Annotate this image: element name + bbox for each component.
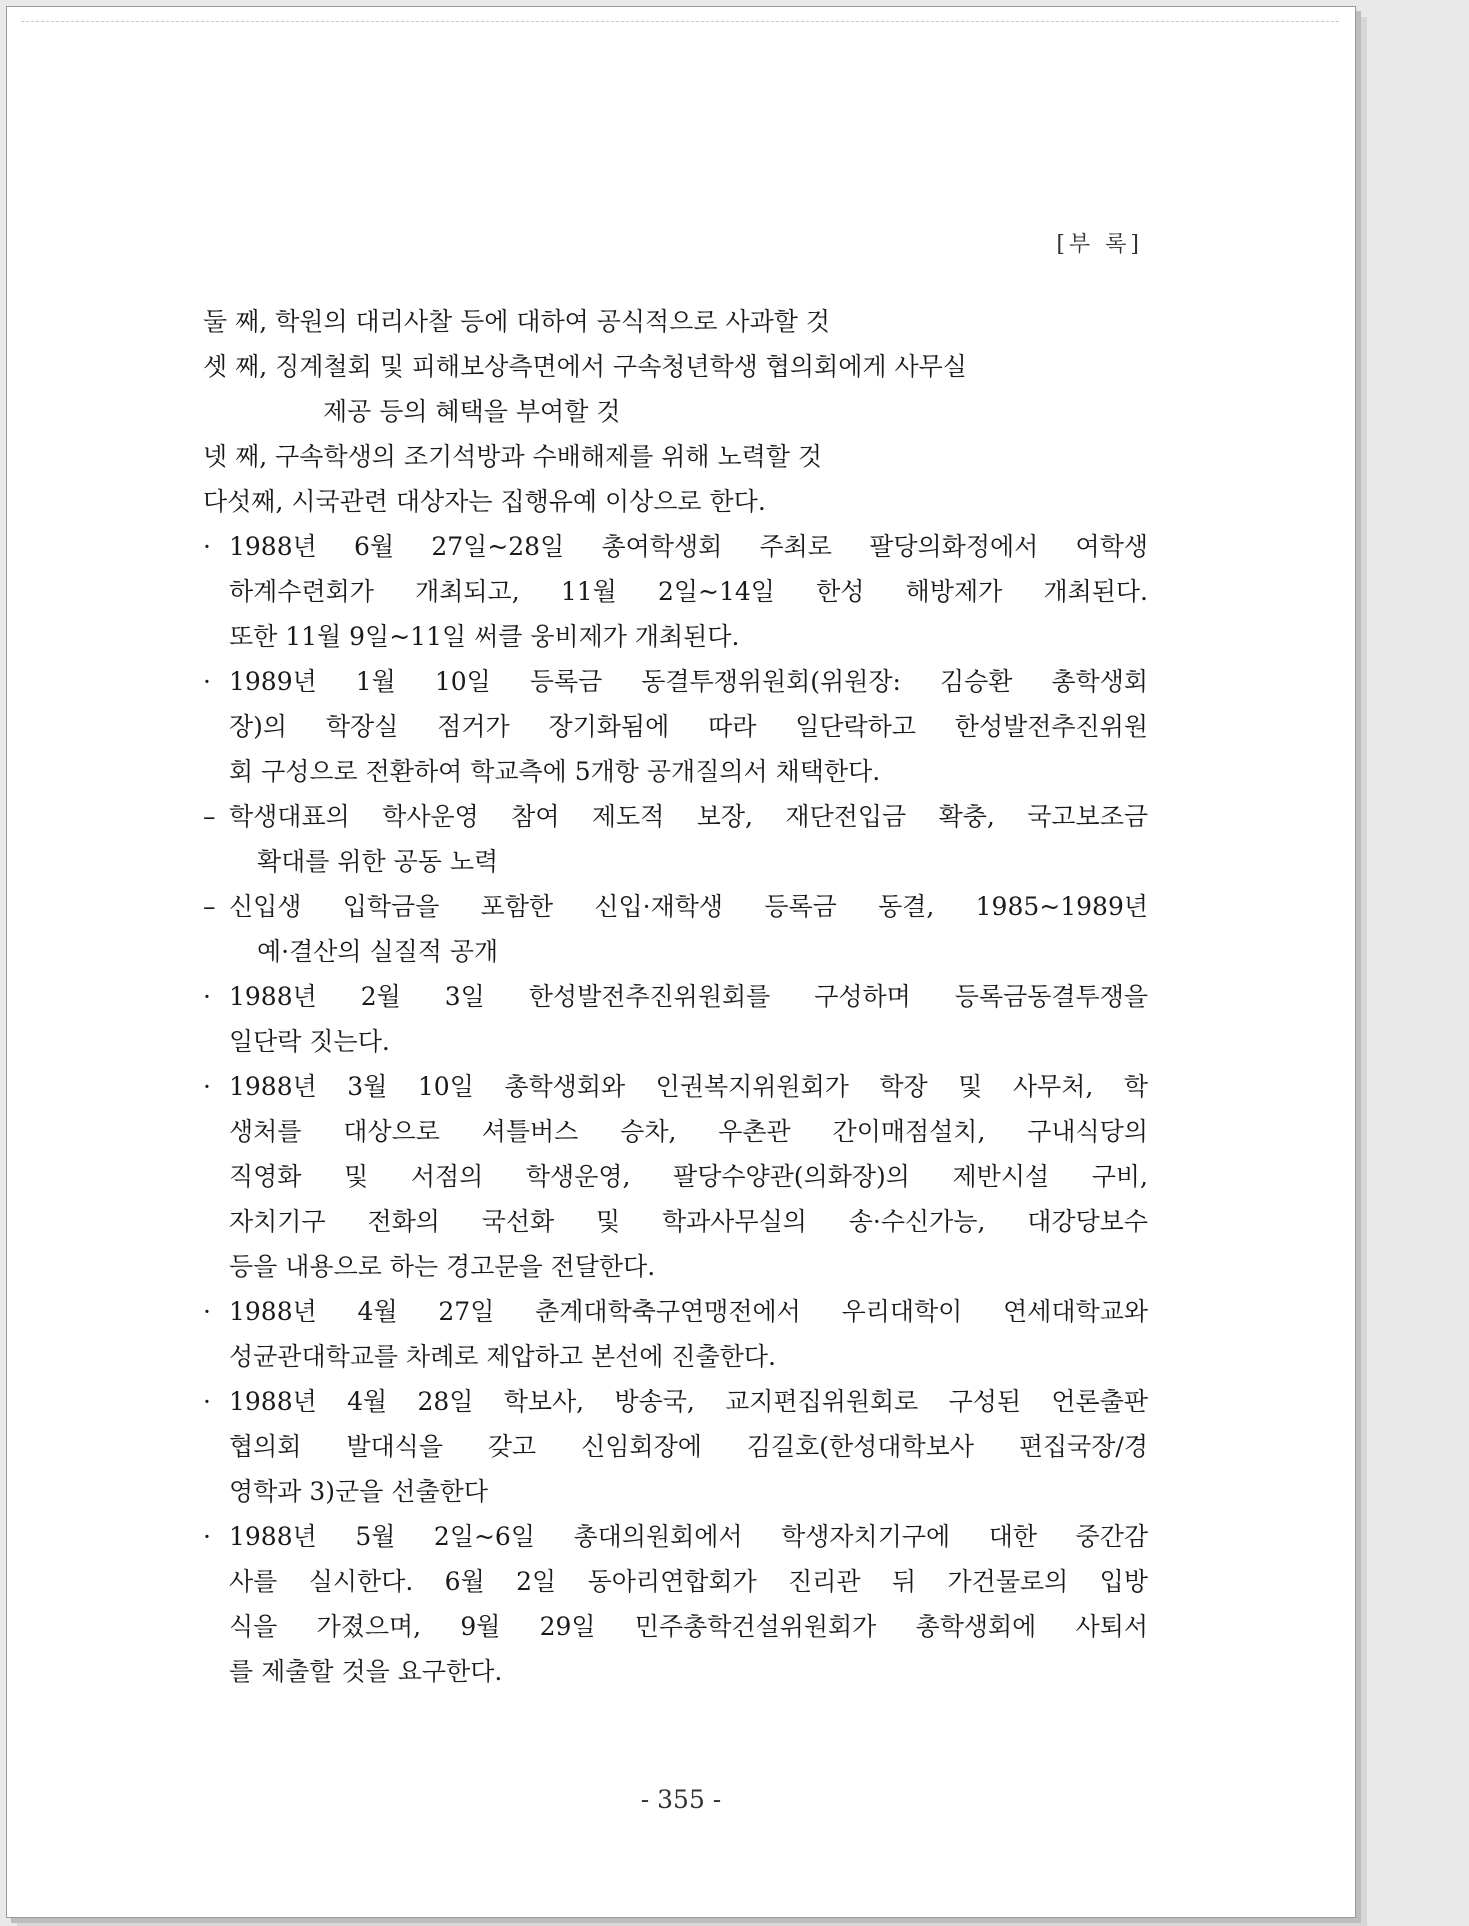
bullet-continuation: 등을 내용으로 하는 경고문을 전달한다. xyxy=(229,1252,656,1281)
bullet-text: 1989년 1월 10일 등록금 동결투쟁위원회(위원장: 김승환 총학생회 xyxy=(229,667,1148,696)
ordinal-continuation: 제공 등의 혜택을 부여할 것 xyxy=(323,397,621,426)
bullet-text: 1988년 6월 27일~28일 총여학생회 주최로 팔당의화정에서 여학생 xyxy=(229,532,1148,561)
bullet-text: 1988년 4월 27일 춘계대학축구연맹전에서 우리대학이 연세대학교와 xyxy=(229,1297,1148,1326)
dash-item-line xyxy=(203,884,1148,929)
bullet-item-line xyxy=(203,1064,1148,1109)
bullet-marker: · xyxy=(203,532,211,561)
bullet-continuation: 식을 가졌으며, 9월 29일 민주총학건설위원회가 총학생회에 사퇴서 xyxy=(229,1612,1148,1641)
ordinal-item-2 xyxy=(203,299,1148,344)
bullet-marker: · xyxy=(203,982,211,1011)
ordinal-text: 다섯째, 시국관련 대상자는 집행유예 이상으로 한다. xyxy=(203,487,766,516)
bullet-continuation: 성균관대학교를 차례로 제압하고 본선에 진출한다. xyxy=(229,1342,776,1371)
bullet-continuation: 사를 실시한다. 6월 2일 동아리연합회가 진리관 뒤 가건물로의 입방 xyxy=(229,1567,1148,1596)
ordinal-text: 넷 째, 구속학생의 조기석방과 수배해제를 위해 노력할 것 xyxy=(203,442,823,471)
dash-marker: – xyxy=(203,802,216,831)
dash-item-line xyxy=(203,794,1148,839)
bullet-marker: · xyxy=(203,1297,211,1326)
bullet-marker: · xyxy=(203,1522,211,1551)
bullet-text: 1988년 2월 3일 한성발전추진위원회를 구성하며 등록금동결투쟁을 xyxy=(229,982,1148,1011)
bullet-continuation: 영학과 3)군을 선출한다 xyxy=(229,1477,488,1506)
ordinal-item-4 xyxy=(203,434,1148,479)
dash-marker: – xyxy=(203,892,216,921)
bullet-item-line xyxy=(203,1379,1148,1424)
bullet-continuation: 협의회 발대식을 갖고 신임회장에 김길호(한성대학보사 편집국장/경 xyxy=(229,1432,1148,1461)
bullet-text: 1988년 3월 10일 총학생회와 인권복지위원회가 학장 및 사무처, 학 xyxy=(229,1072,1148,1101)
bullet-continuation: 직영화 및 서점의 학생운영, 팔당수양관(의화장)의 제반시설 구비, xyxy=(229,1162,1148,1191)
ordinal-text: 셋 째, 징계철회 및 피해보상측면에서 구속청년학생 협의회에게 사무실 xyxy=(203,352,967,381)
page-number: - 355 - xyxy=(640,1785,722,1814)
bullet-text: 1988년 5월 2일~6일 총대의원회에서 학생자치기구에 대한 중간감 xyxy=(229,1522,1148,1551)
ordinal-item-3 xyxy=(203,344,1148,389)
bullet-continuation: 자치기구 전화의 국선화 및 학과사무실의 송·수신가능, 대강당보수 xyxy=(229,1207,1148,1236)
bullet-marker: · xyxy=(203,1072,211,1101)
page-body xyxy=(203,299,1148,1694)
ordinal-item-5 xyxy=(203,479,1148,524)
bullet-item-line xyxy=(203,659,1148,704)
bullet-item-line xyxy=(203,1289,1148,1334)
dash-text: 신입생 입학금을 포함한 신입·재학생 등록금 동결, 1985~1989년 xyxy=(229,892,1148,921)
ordinal-text: 둘 째, 학원의 대리사찰 등에 대하여 공식적으로 사과할 것 xyxy=(203,307,830,336)
document-page xyxy=(6,6,1356,1918)
bullet-item-line xyxy=(203,1514,1148,1559)
dash-continuation: 확대를 위한 공동 노력 xyxy=(257,847,499,876)
bullet-continuation: 하계수련회가 개최되고, 11월 2일~14일 한성 해방제가 개최된다. xyxy=(229,577,1148,606)
top-rule xyxy=(21,21,1339,22)
bullet-continuation: 생처를 대상으로 셔틀버스 승차, 우촌관 간이매점설치, 구내식당의 xyxy=(229,1117,1148,1146)
bullet-continuation: 또한 11월 9일~11일 써클 웅비제가 개최된다. xyxy=(229,622,740,651)
bullet-item-line xyxy=(203,524,1148,569)
bullet-item-line xyxy=(203,974,1148,1019)
dash-text: 학생대표의 학사운영 참여 제도적 보장, 재단전입금 확충, 국고보조금 xyxy=(229,802,1148,831)
bullet-text: 1988년 4월 28일 학보사, 방송국, 교지편집위원회로 구성된 언론출판 xyxy=(229,1387,1148,1416)
section-tag: [부 록] xyxy=(1056,232,1143,257)
bullet-marker: · xyxy=(203,667,211,696)
bullet-continuation: 회 구성으로 전환하여 학교측에 5개항 공개질의서 채택한다. xyxy=(229,757,881,786)
dash-continuation: 예·결산의 실질적 공개 xyxy=(257,937,499,966)
bullet-marker: · xyxy=(203,1387,211,1416)
bullet-continuation: 장)의 학장실 점거가 장기화됨에 따라 일단락하고 한성발전추진위원 xyxy=(229,712,1148,741)
bullet-continuation: 일단락 짓는다. xyxy=(229,1027,390,1056)
bullet-continuation: 를 제출할 것을 요구한다. xyxy=(229,1657,503,1686)
